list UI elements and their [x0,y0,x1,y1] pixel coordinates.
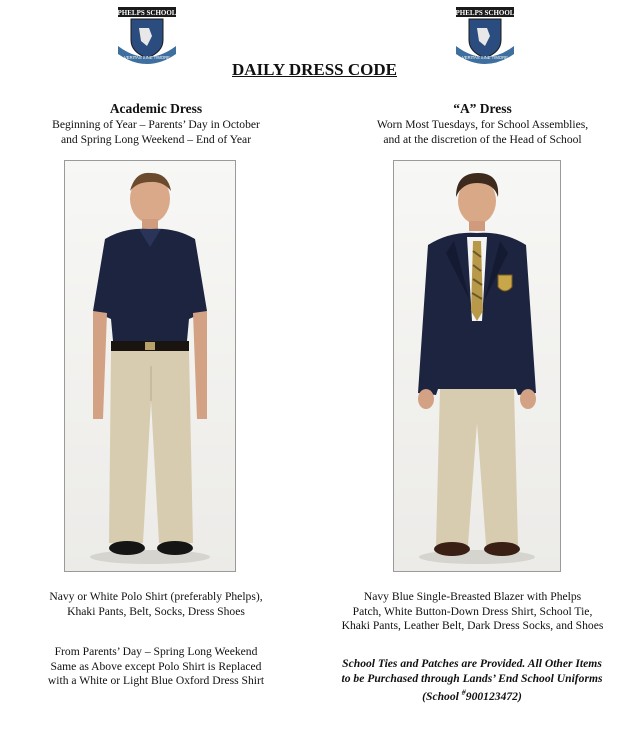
a-dress-subtitle-1: Worn Most Tuesdays, for School Assemblies, [376,118,589,131]
academic-note-line-1: From Parents’ Day – Spring Long Weekend [54,645,258,658]
a-dress-note-line-3 [316,686,628,704]
svg-text:PHELPS SCHOOL: PHELPS SCHOOL [117,9,177,17]
a-dress-desc-line-2: Patch, White Button-Down Dress Shirt, School Tie, [352,604,593,618]
a-dress-header [340,101,625,147]
academic-dress-heading: Academic Dress [109,101,203,116]
academic-desc-line-2: Khaki Pants, Belt, Socks, Dress Shoes [67,604,245,618]
a-dress-photo [393,160,561,572]
academic-note-line-3: with a White or Light Blue Oxford Dress Shirt [47,674,265,688]
academic-dress-header [22,101,290,147]
academic-dress-photo [64,160,236,572]
academic-dress-description [22,590,290,619]
a-dress-note-number: 900123472) [465,690,522,704]
page-title: DAILY DRESS CODE [231,60,397,79]
a-dress-note-hash: # [461,688,466,698]
a-dress-desc-line-3: Khaki Pants, Leather Belt, Dark Dress Socks, and Shoes [341,619,604,633]
a-dress-note-line-2: to be Purchased through Lands’ End School Uniforms [341,671,603,685]
academic-subtitle-1: Beginning of Year – Parents’ Day in October [52,118,260,131]
svg-text:VERITAS SINE TIMORE: VERITAS SINE TIMORE [124,55,170,60]
svg-text:VERITAS SINE TIMORE: VERITAS SINE TIMORE [462,55,508,60]
academic-desc-line-1: Navy or White Polo Shirt (preferably Phelps), [49,590,263,603]
academic-note-line-2: Same as Above except Polo Shirt is Replaced [50,659,262,673]
a-dress-heading: “A” Dress [453,101,512,116]
svg-text:PHELPS SCHOOL: PHELPS SCHOOL [455,9,515,17]
a-dress-desc-line-1: Navy Blue Single-Breasted Blazer with Phelps [363,590,582,603]
academic-subtitle-2: and Spring Long Weekend – End of Year [60,133,252,146]
a-dress-subtitle-2: and at the discretion of the Head of School [383,133,582,146]
a-dress-note-prefix: (School [422,690,462,704]
a-dress-description [320,590,625,634]
academic-dress-note [22,645,290,689]
a-dress-note [316,657,628,705]
a-dress-note-line-1: School Ties and Patches are Provided. All Other Items [342,657,602,670]
